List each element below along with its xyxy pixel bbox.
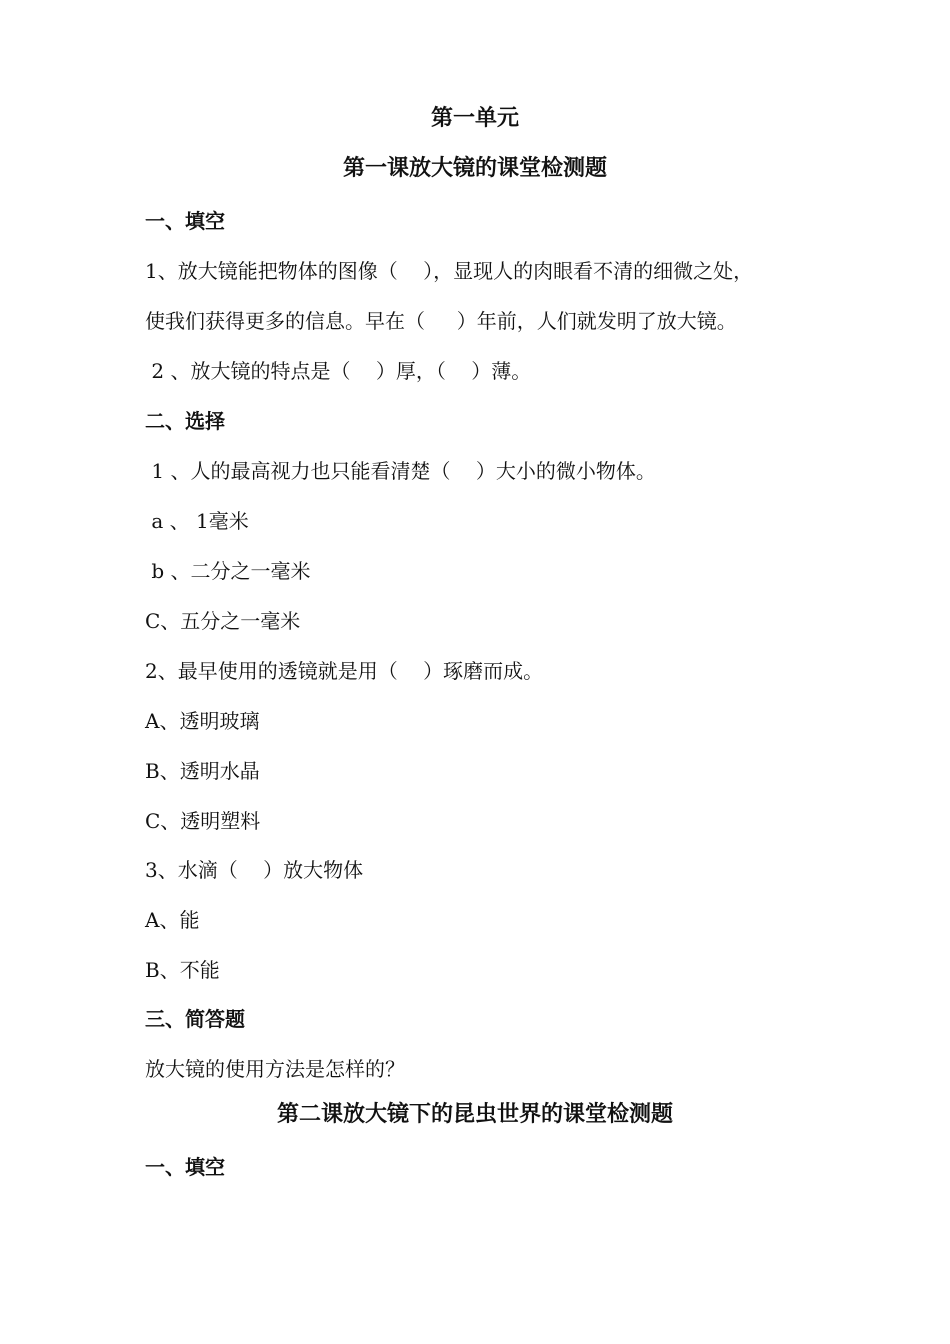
lesson1-section2-heading: 二、选择 [145, 409, 225, 433]
lesson1-title: 第一课放大镜的课堂检测题 [342, 156, 607, 181]
lesson1-choice-q2-option-c: C、透明塑料 [145, 809, 261, 833]
lesson1-choice-q2-option-a: A、透明玻璃 [145, 709, 260, 733]
lesson1-fill-q1-line1: 1、放大镜能把物体的图像（ ），显现人的肉眼看不清的细微之处， [145, 259, 754, 283]
lesson1-fill-q2: 2 、放大镜的特点是（ ）厚，（ ）薄。 [145, 359, 532, 383]
lesson1-section1-heading: 一、填空 [145, 209, 225, 233]
lesson1-choice-q2-option-b: B、透明水晶 [145, 759, 260, 783]
lesson1-choice-q3-option-a: A、能 [145, 908, 200, 932]
lesson1-fill-q1-line2: 使我们获得更多的信息。早在（ ）年前，人们就发明了放大镜。 [145, 309, 737, 333]
lesson1-choice-q1-option-c: C、五分之一毫米 [145, 609, 301, 633]
unit-title: 第一单元 [430, 106, 519, 131]
lesson1-choice-q3: 3、水滴（ ）放大物体 [145, 858, 364, 882]
lesson1-short-answer-q1: 放大镜的使用方法是怎样的？ [145, 1057, 405, 1081]
lesson1-choice-q1-option-b: b 、二分之一毫米 [145, 559, 311, 583]
lesson1-choice-q1: 1 、人的最高视力也只能看清楚（ ）大小的微小物体。 [145, 459, 656, 483]
lesson2-title: 第二课放大镜下的昆虫世界的课堂检测题 [276, 1102, 673, 1127]
lesson1-choice-q2: 2、最早使用的透镜就是用（ ）琢磨而成。 [145, 659, 544, 683]
lesson1-choice-q3-option-b: B、不能 [145, 958, 220, 982]
lesson1-section3-heading: 三、简答题 [145, 1007, 245, 1031]
lesson1-choice-q1-option-a: a 、 1毫米 [145, 509, 249, 533]
lesson2-section1-heading: 一、填空 [145, 1155, 225, 1179]
